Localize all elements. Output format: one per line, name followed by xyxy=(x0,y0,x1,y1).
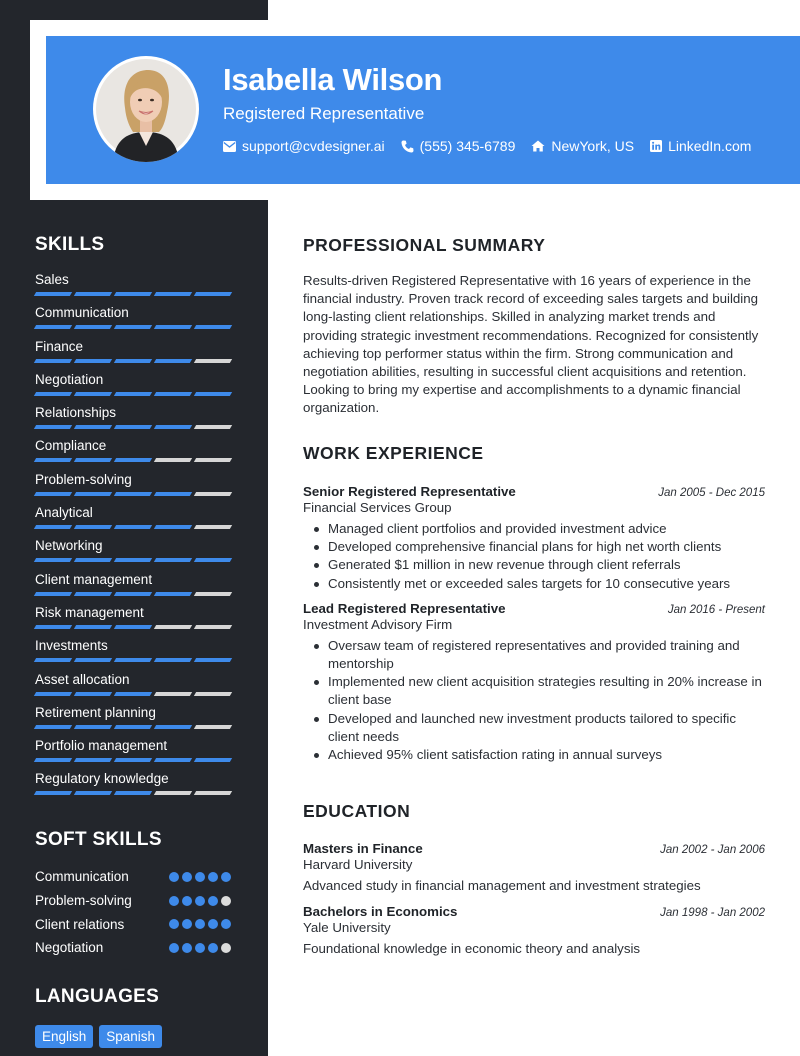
contact-location[interactable] xyxy=(531,138,634,154)
education-header xyxy=(303,904,765,919)
job-bullets xyxy=(303,520,765,593)
skill-rating-segment xyxy=(154,791,192,795)
skill-rating-segment xyxy=(194,325,232,329)
rating-dot xyxy=(169,872,179,882)
education-school: Yale University xyxy=(303,920,391,935)
skill-name: Problem-solving xyxy=(35,471,132,487)
jobs-list xyxy=(303,484,765,764)
soft-skill-rating xyxy=(169,896,231,906)
skill-rating-segment xyxy=(34,592,72,596)
skill-rating-segment xyxy=(194,292,232,296)
skill-name: Communication xyxy=(35,305,129,321)
skill-rating-segment xyxy=(154,325,192,329)
skill-name: Client management xyxy=(35,571,153,587)
skill-rating-segment xyxy=(74,392,112,396)
skill-rating-segment xyxy=(114,292,152,296)
skill-rating xyxy=(35,525,235,529)
job-bullet: Oversaw team of registered representatives and provided training and mentorship xyxy=(303,637,765,673)
linkedin-icon xyxy=(650,140,662,152)
skill-rating-segment xyxy=(34,725,72,729)
skill-rating-segment xyxy=(154,359,192,363)
skill-rating-segment xyxy=(74,325,112,329)
skill-item xyxy=(35,437,235,470)
job-header xyxy=(303,601,765,616)
skill-rating-segment xyxy=(34,458,72,462)
rating-dot xyxy=(169,896,179,906)
skill-rating xyxy=(35,791,235,795)
contact-linkedin[interactable] xyxy=(650,138,751,154)
education-date: Jan 2002 - Jan 2006 xyxy=(660,844,765,856)
top-strip xyxy=(268,0,800,20)
skill-name: Asset allocation xyxy=(35,671,130,687)
skill-item xyxy=(35,304,235,337)
skill-rating-segment xyxy=(114,558,152,562)
rating-dot xyxy=(182,896,192,906)
skill-rating xyxy=(35,592,235,596)
rating-dot xyxy=(195,919,205,929)
skill-rating-segment xyxy=(114,325,152,329)
soft-skill-rating xyxy=(169,872,231,882)
contact-email[interactable] xyxy=(223,138,385,154)
skill-rating-segment xyxy=(194,458,232,462)
skill-item xyxy=(35,371,235,404)
rating-dot xyxy=(169,943,179,953)
skill-rating xyxy=(35,692,235,696)
candidate-name: Isabella Wilson xyxy=(223,62,443,97)
job-bullet: Implemented new client acquisition strategies resulting in 20% increase in client base xyxy=(303,673,765,709)
skill-item xyxy=(35,604,235,637)
skill-rating xyxy=(35,758,235,762)
skill-rating-segment xyxy=(34,492,72,496)
rating-dot xyxy=(208,943,218,953)
skill-item xyxy=(35,338,235,371)
soft-skills-list xyxy=(35,865,231,960)
job-entry xyxy=(303,601,765,764)
summary-text: Results-driven Registered Representative with 16 years of experience in the financial industry. Proven track record of exceeding sales targets and building long-lasting client relationships. Skilled in analyzing market trends and providing strategic investment recommendations. Recognized for consistently achieving top performer status within the firm. Strong communication and negotiation abilities, resulting in successful client acquisitions and retention. Looking to bring my expertise and accomplishments to a dynamic financial organization. xyxy=(303,273,759,416)
skill-rating-segment xyxy=(154,492,192,496)
skill-rating-segment xyxy=(34,658,72,662)
skill-rating-segment xyxy=(194,392,232,396)
skill-rating-segment xyxy=(34,791,72,795)
contact-email-text: support@cvdesigner.ai xyxy=(242,138,385,154)
skill-rating-segment xyxy=(34,359,72,363)
soft-skills-section xyxy=(35,829,231,960)
soft-skill-name: Negotiation xyxy=(35,940,104,956)
skill-item xyxy=(35,404,235,437)
skill-rating-segment xyxy=(74,725,112,729)
skill-rating xyxy=(35,325,235,329)
skill-item xyxy=(35,770,235,803)
job-bullets xyxy=(303,637,765,764)
education-entry xyxy=(303,904,765,956)
skill-name: Investments xyxy=(35,638,108,654)
education-entry xyxy=(303,841,765,893)
education-list xyxy=(303,841,765,956)
skill-rating-segment xyxy=(34,325,72,329)
soft-skill-name: Problem-solving xyxy=(35,893,132,909)
skill-rating-segment xyxy=(194,492,232,496)
rating-dot xyxy=(208,919,218,929)
rating-dot xyxy=(169,919,179,929)
skill-name: Networking xyxy=(35,538,103,554)
skill-rating-segment xyxy=(114,758,152,762)
skill-rating-segment xyxy=(114,458,152,462)
job-date: Jan 2016 - Present xyxy=(667,603,765,616)
skill-item xyxy=(35,737,235,770)
soft-skill-name: Communication xyxy=(35,869,129,885)
skill-rating-segment xyxy=(154,525,192,529)
languages-heading: LANGUAGES xyxy=(35,986,160,1007)
skill-rating-segment xyxy=(74,758,112,762)
skill-rating xyxy=(35,558,235,562)
skills-section xyxy=(35,234,235,804)
job-company: Financial Services Group xyxy=(303,500,452,515)
skill-name: Relationships xyxy=(35,405,117,421)
skill-rating-segment xyxy=(74,492,112,496)
skill-item xyxy=(35,704,235,737)
skills-heading: SKILLS xyxy=(35,234,105,255)
job-header xyxy=(303,484,765,499)
skill-name: Risk management xyxy=(35,604,144,620)
rating-dot xyxy=(182,919,192,929)
skill-name: Portfolio management xyxy=(35,738,168,754)
language-tag: Spanish xyxy=(99,1025,162,1048)
rating-dot xyxy=(221,872,231,882)
soft-skill-rating xyxy=(169,919,231,929)
skill-item xyxy=(35,537,235,570)
skill-rating-segment xyxy=(74,458,112,462)
skill-rating-segment xyxy=(194,558,232,562)
skill-rating-segment xyxy=(194,658,232,662)
rating-dot xyxy=(195,872,205,882)
skill-rating-segment xyxy=(114,392,152,396)
education-header xyxy=(303,841,765,856)
skill-rating-segment xyxy=(114,359,152,363)
skill-rating xyxy=(35,658,235,662)
rating-dot xyxy=(208,872,218,882)
skill-rating-segment xyxy=(114,625,152,629)
experience-heading: WORK EXPERIENCE xyxy=(303,443,484,463)
skill-rating-segment xyxy=(74,359,112,363)
skill-rating-segment xyxy=(154,392,192,396)
contact-phone[interactable] xyxy=(401,138,516,154)
contact-location-text: NewYork, US xyxy=(551,138,635,154)
home-icon xyxy=(531,140,545,152)
summary-section xyxy=(303,235,765,418)
skill-rating-segment xyxy=(74,425,112,429)
skill-rating-segment xyxy=(34,558,72,562)
avatar xyxy=(93,56,199,162)
skill-rating-segment xyxy=(154,692,192,696)
skill-rating xyxy=(35,392,235,396)
experience-section xyxy=(303,443,765,764)
skill-rating-segment xyxy=(154,725,192,729)
job-bullet: Consistently met or exceeded sales targets for 10 consecutive years xyxy=(303,575,765,593)
skill-rating-segment xyxy=(194,625,232,629)
rating-dot xyxy=(195,896,205,906)
skill-rating-segment xyxy=(114,492,152,496)
skill-rating-segment xyxy=(114,725,152,729)
phone-icon xyxy=(401,140,414,153)
skill-rating xyxy=(35,425,235,429)
job-bullet: Achieved 95% client satisfaction rating in annual surveys xyxy=(303,746,765,764)
skill-rating-segment xyxy=(74,558,112,562)
soft-skill-item xyxy=(35,936,231,960)
rating-dot xyxy=(221,896,231,906)
job-title: Lead Registered Representative xyxy=(303,600,506,616)
skill-rating-segment xyxy=(34,525,72,529)
rating-dot xyxy=(208,896,218,906)
header xyxy=(30,20,800,200)
skill-rating-segment xyxy=(74,692,112,696)
skill-name: Negotiation xyxy=(35,371,104,387)
job-date: Jan 2005 - Dec 2015 xyxy=(658,487,765,499)
skill-rating xyxy=(35,359,235,363)
skill-rating-segment xyxy=(34,692,72,696)
languages-section xyxy=(35,986,235,1048)
job-bullet: Generated $1 million in new revenue through client referrals xyxy=(303,556,765,574)
education-description: Advanced study in financial management and investment strategies xyxy=(303,878,701,893)
skill-rating-segment xyxy=(114,791,152,795)
soft-skills-heading: SOFT SKILLS xyxy=(35,829,162,850)
soft-skill-item xyxy=(35,912,231,936)
skill-rating-segment xyxy=(194,758,232,762)
skill-item xyxy=(35,671,235,704)
education-section xyxy=(303,801,765,956)
skill-rating-segment xyxy=(154,592,192,596)
skill-item xyxy=(35,571,235,604)
skill-name: Sales xyxy=(35,272,69,287)
languages-list xyxy=(35,1025,235,1048)
skill-rating-segment xyxy=(194,425,232,429)
skill-rating-segment xyxy=(194,791,232,795)
skill-rating-segment xyxy=(154,625,192,629)
skill-rating-segment xyxy=(114,658,152,662)
skill-rating-segment xyxy=(114,525,152,529)
job-entry xyxy=(303,484,765,593)
skill-item xyxy=(35,637,235,670)
skill-rating xyxy=(35,492,235,496)
skill-name: Compliance xyxy=(35,438,107,454)
skill-rating-segment xyxy=(194,725,232,729)
skill-name: Finance xyxy=(35,338,84,354)
skill-rating-segment xyxy=(154,558,192,562)
soft-skill-item xyxy=(35,865,231,889)
rating-dot xyxy=(221,919,231,929)
education-heading: EDUCATION xyxy=(303,801,411,821)
job-bullet: Developed and launched new investment products tailored to specific client needs xyxy=(303,710,765,746)
soft-skill-item xyxy=(35,889,231,913)
summary-heading: PROFESSIONAL SUMMARY xyxy=(303,235,546,255)
education-degree: Masters in Finance xyxy=(303,841,423,856)
header-banner xyxy=(46,36,800,184)
skill-name: Analytical xyxy=(35,505,93,521)
skill-rating xyxy=(35,458,235,462)
rating-dot xyxy=(195,943,205,953)
skill-rating-segment xyxy=(154,425,192,429)
skill-rating-segment xyxy=(34,392,72,396)
contact-phone-text: (555) 345-6789 xyxy=(419,138,516,154)
skill-rating-segment xyxy=(74,525,112,529)
education-date: Jan 1998 - Jan 2002 xyxy=(660,907,765,919)
soft-skill-rating xyxy=(169,943,231,953)
skill-item xyxy=(35,471,235,504)
skill-rating-segment xyxy=(154,458,192,462)
skill-rating-segment xyxy=(34,758,72,762)
rating-dot xyxy=(182,943,192,953)
skill-rating-segment xyxy=(154,292,192,296)
job-company: Investment Advisory Firm xyxy=(303,616,453,632)
contact-list xyxy=(223,138,751,154)
soft-skill-name: Client relations xyxy=(35,916,125,932)
education-degree: Bachelors in Economics xyxy=(303,904,458,919)
skill-name: Retirement planning xyxy=(35,704,156,720)
rating-dot xyxy=(182,872,192,882)
skill-rating xyxy=(35,725,235,729)
job-title: Senior Registered Representative xyxy=(303,484,516,499)
candidate-title: Registered Representative xyxy=(223,104,425,123)
skills-list xyxy=(35,271,235,804)
skill-rating-segment xyxy=(74,791,112,795)
skill-rating-segment xyxy=(74,592,112,596)
skill-rating-segment xyxy=(74,625,112,629)
contact-linkedin-text: LinkedIn.com xyxy=(668,138,752,154)
skill-rating-segment xyxy=(34,625,72,629)
education-description: Foundational knowledge in economic theory and analysis xyxy=(303,941,641,956)
language-tag: English xyxy=(35,1025,93,1048)
skill-rating-segment xyxy=(194,359,232,363)
skill-rating-segment xyxy=(34,292,72,296)
skill-item xyxy=(35,504,235,537)
skill-rating-segment xyxy=(194,592,232,596)
envelope-icon xyxy=(223,141,236,152)
skill-rating-segment xyxy=(114,425,152,429)
skill-rating-segment xyxy=(154,658,192,662)
skill-rating xyxy=(35,625,235,629)
skill-rating-segment xyxy=(34,425,72,429)
rating-dot xyxy=(221,943,231,953)
education-school: Harvard University xyxy=(303,857,413,872)
skill-rating-segment xyxy=(74,658,112,662)
skill-rating-segment xyxy=(194,525,232,529)
skill-rating-segment xyxy=(74,292,112,296)
skill-rating xyxy=(35,292,235,296)
skill-item xyxy=(35,271,235,304)
job-bullet: Developed comprehensive financial plans for high net worth clients xyxy=(303,538,765,556)
skill-rating-segment xyxy=(154,758,192,762)
skill-rating-segment xyxy=(194,692,232,696)
job-bullet: Managed client portfolios and provided investment advice xyxy=(303,520,765,538)
skill-rating-segment xyxy=(114,692,152,696)
skill-rating-segment xyxy=(114,592,152,596)
skill-name: Regulatory knowledge xyxy=(35,771,169,787)
